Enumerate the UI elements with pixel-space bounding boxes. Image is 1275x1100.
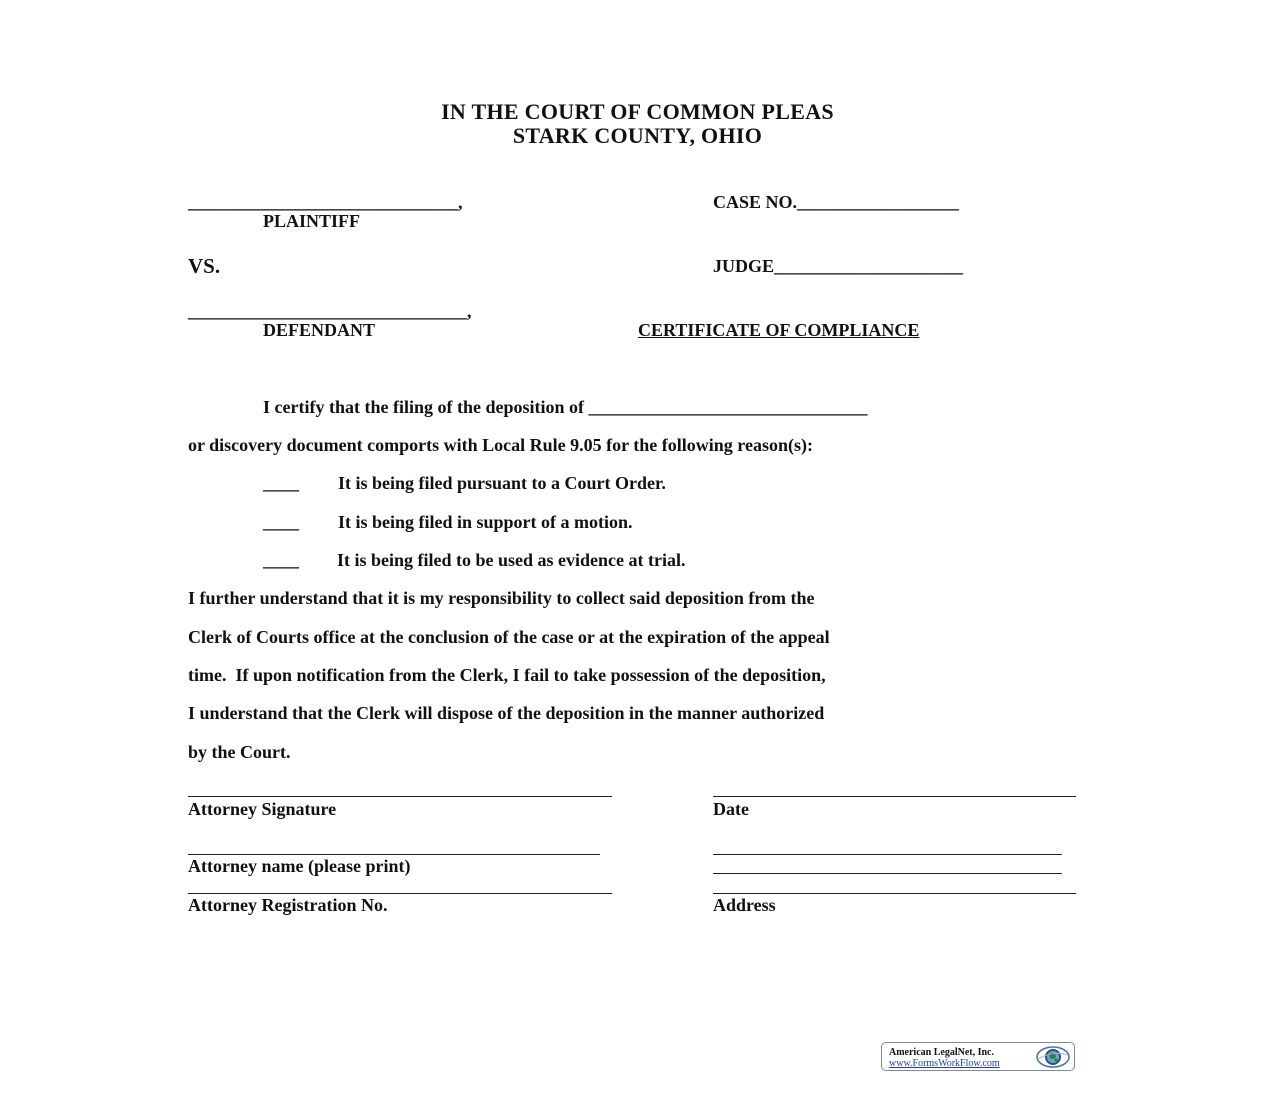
attorney-registration-label: Attorney Registration No. [188,895,388,915]
date-line [713,796,1076,797]
option-motion-support: It is being filed in support of a motion. [338,512,633,532]
address-label: Address [713,895,776,915]
paragraph-line: I further understand that it is my responsibility to collect said deposition from the [188,588,815,608]
address-line [713,893,1076,894]
attorney-signature-label: Attorney Signature [188,799,337,819]
paragraph-line: by the Court. [188,742,291,762]
signature-line [188,796,612,797]
defendant-label: DEFENDANT [263,320,376,340]
defendant-name-blank: _______________________________, [188,301,472,321]
versus-label: VS. [188,254,221,278]
address-line [713,854,1062,855]
court-title: IN THE COURT OF COMMON PLEAS [441,99,834,124]
judge-field: JUDGE_____________________ [713,256,964,276]
attorney-name-line [188,854,600,855]
paragraph-line: time. If upon notification from the Clerk, I fail to take possession of the deposition, [188,665,826,685]
paragraph-line: I understand that the Clerk will dispose of the deposition in the manner authorized [188,703,825,723]
publisher-badge[interactable] [881,1042,1075,1071]
certify-line: I certify that the filing of the deposition of _______________________________ [263,397,868,417]
county-title: STARK COUNTY, OHIO [512,123,763,148]
option-blank: ____ [263,550,299,570]
publisher-link[interactable]: www.FormsWorkFlow.com [889,1058,1000,1069]
option-blank: ____ [263,473,299,493]
publisher-name: American LegalNet, Inc. [889,1047,994,1058]
local-rule-line: or discovery document comports with Local Rule 9.05 for the following reason(s): [188,435,813,455]
document-title: CERTIFICATE OF COMPLIANCE [638,320,920,340]
case-number-field: CASE NO.__________________ [713,192,960,212]
date-label: Date [713,799,749,819]
option-trial-evidence: It is being filed to be used as evidence at trial. [337,550,686,570]
attorney-name-label: Attorney name (please print) [188,856,411,876]
address-line [713,873,1062,874]
plaintiff-label: PLAINTIFF [263,211,361,231]
registration-line [188,893,612,894]
option-blank: ____ [263,512,299,532]
paragraph-line: Clerk of Courts office at the conclusion of the case or at the expiration of the appeal [188,627,830,647]
option-court-order: It is being filed pursuant to a Court Order. [338,473,666,493]
plaintiff-name-blank: ______________________________, [188,192,463,212]
globe-logo-icon [1035,1045,1071,1074]
